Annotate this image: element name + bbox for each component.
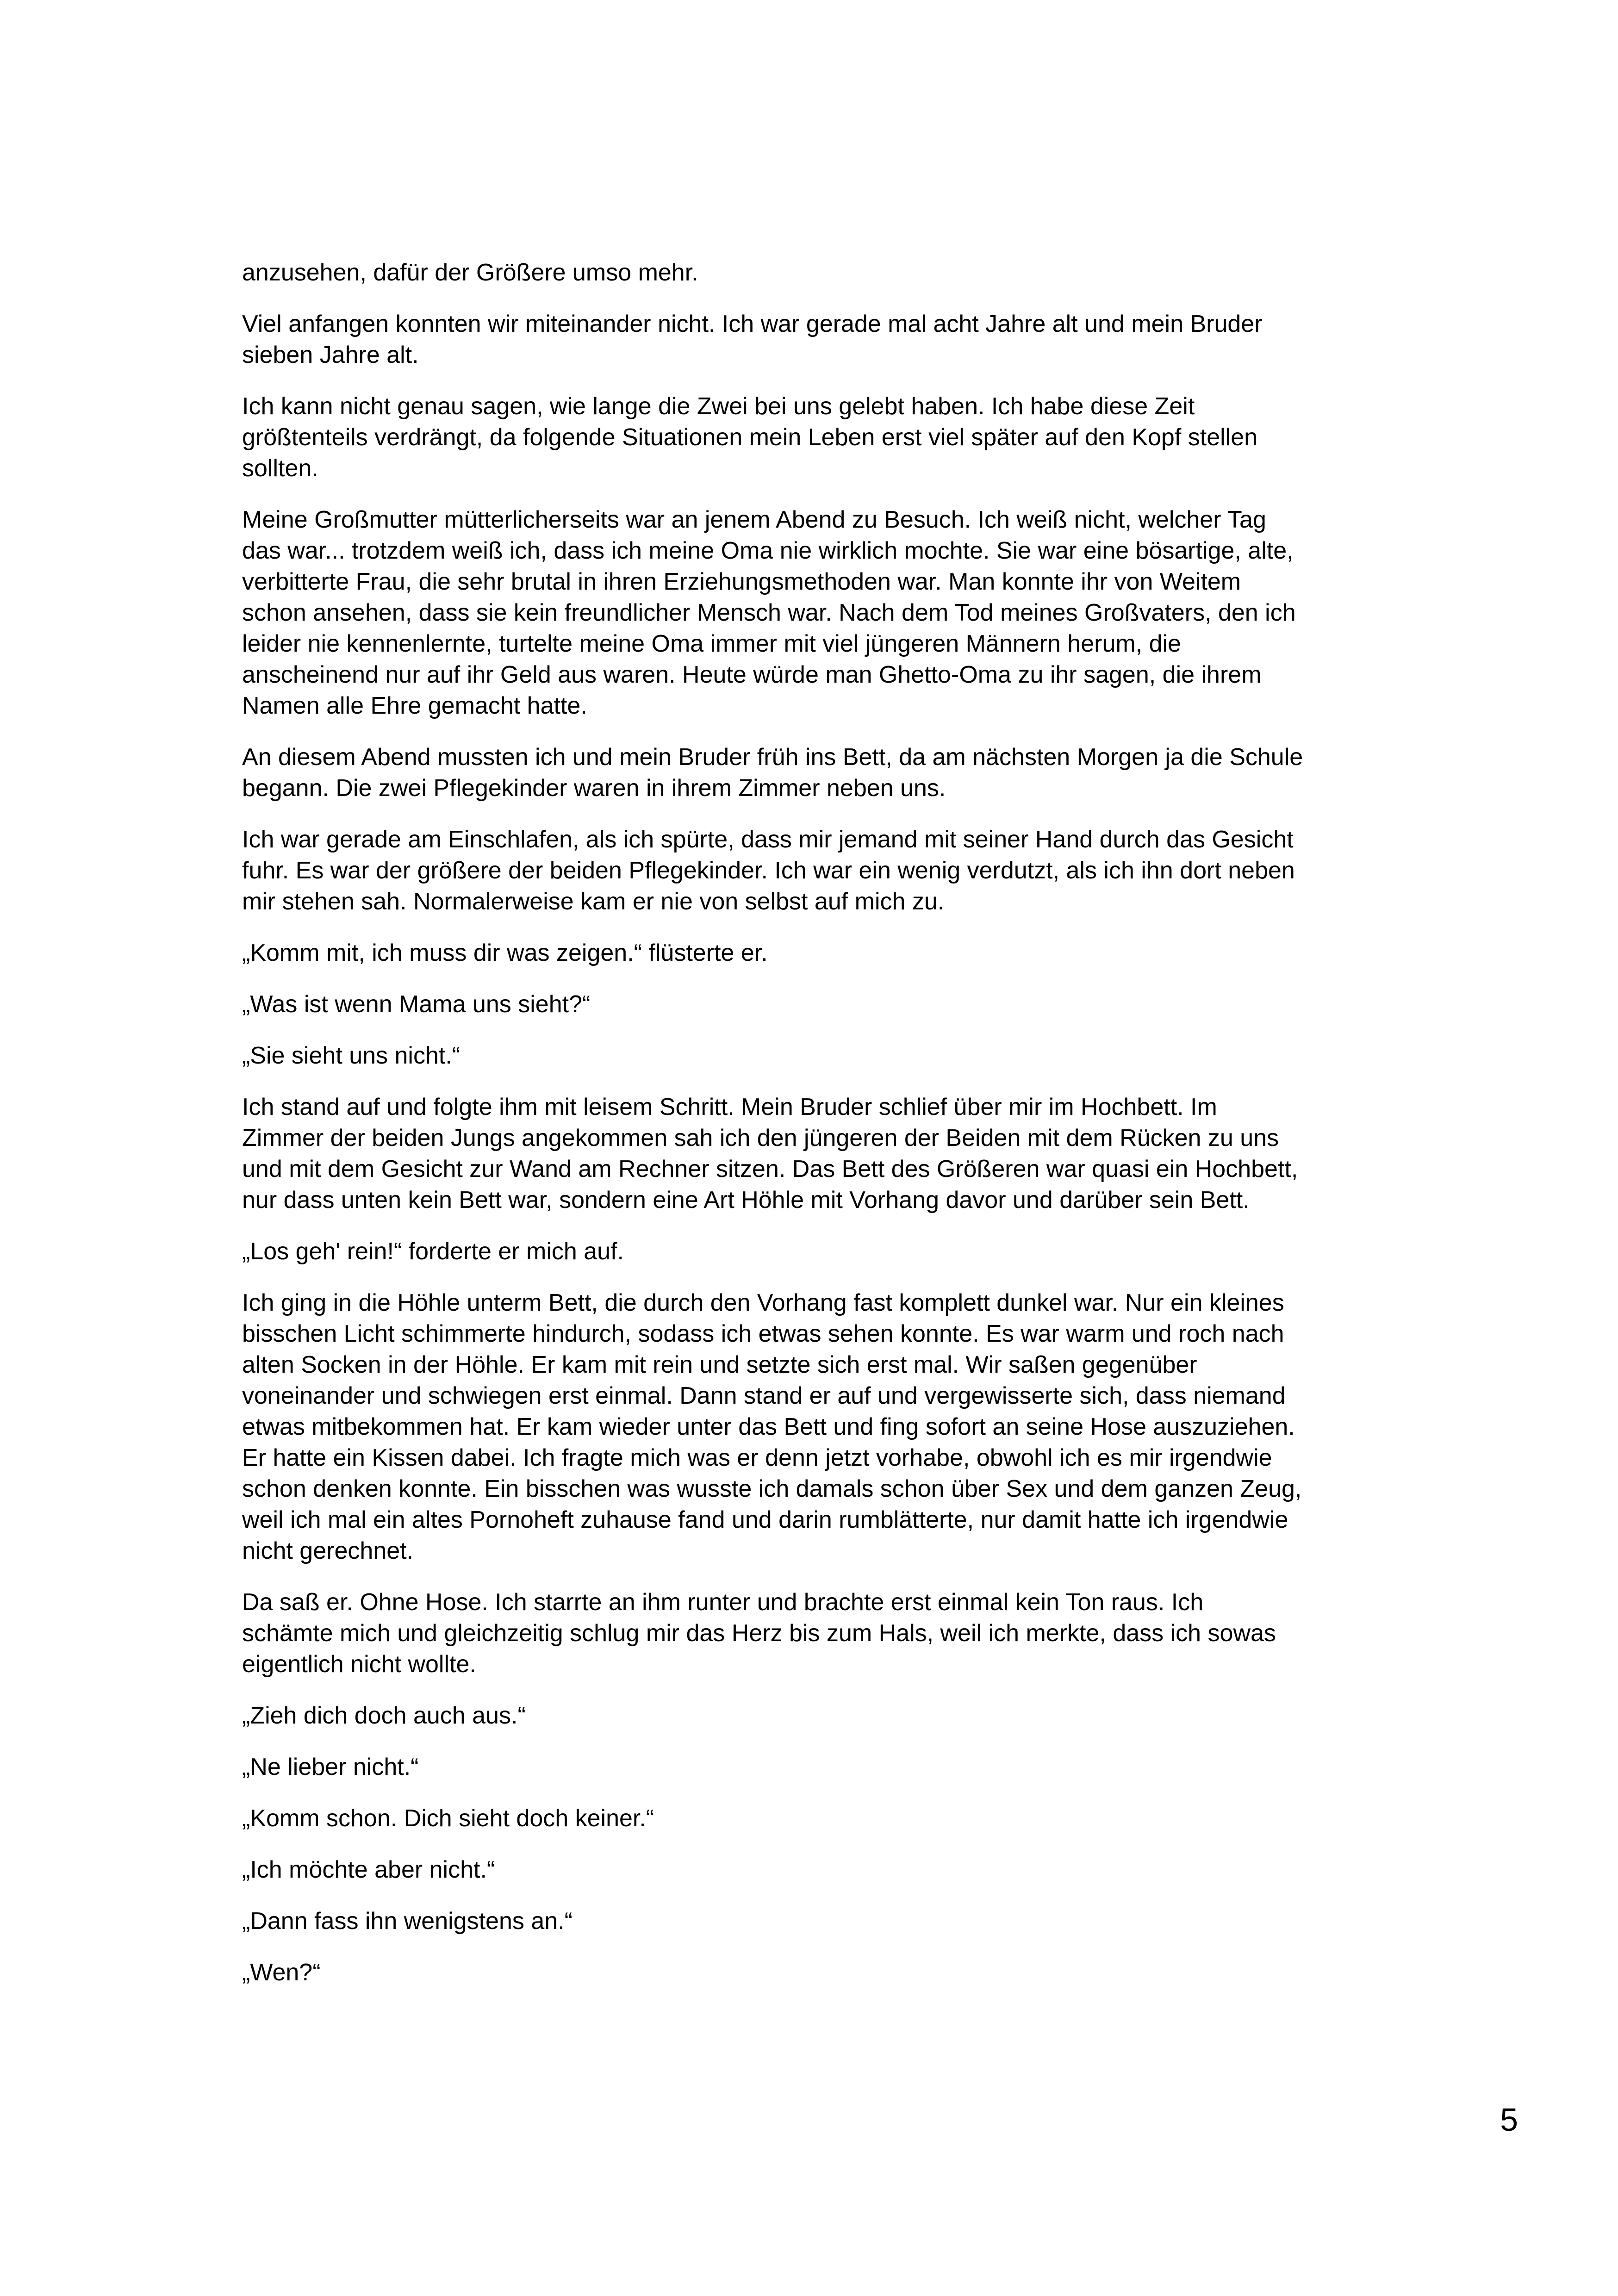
paragraph: „Sie sieht uns nicht.“ bbox=[242, 1042, 461, 1069]
paragraph: Ich kann nicht genau sagen, wie lange die Zwei bei uns gelebt haben. Ich habe diese Zeit größtenteils verdrängt, da folgende Situationen mein Leben erst viel später auf den Kopf stellen sollten. bbox=[242, 393, 1258, 482]
paragraph: „Los geh' rein!“ forderte er mich auf. bbox=[242, 1238, 624, 1265]
paragraph: „Ne lieber nicht.“ bbox=[242, 1754, 419, 1780]
paragraph: „Komm mit, ich muss dir was zeigen.“ flüsterte er. bbox=[242, 940, 768, 966]
paragraph: „Komm schon. Dich sieht doch keiner.“ bbox=[242, 1805, 654, 1832]
paragraph: Da saß er. Ohne Hose. Ich starrte an ihm runter und brachte erst einmal kein Ton raus. Ich schämte mich und gleichzeitig schlug mir das Herz bis zum Hals, weil ich merkte, dass ich sowas eigentlich nicht wollte. bbox=[242, 1589, 1276, 1678]
paragraph: „Ich möchte aber nicht.“ bbox=[242, 1856, 495, 1883]
paragraph: Ich ging in die Höhle unterm Bett, die durch den Vorhang fast komplett dunkel war. Nur ein kleines bisschen Licht schimmerte hindurch, sodass ich etwas sehen konnte. Es war warm und roch nach alten Socken in der Höhle. Er kam mit rein und setzte sich erst mal. Wir saßen gegenüber voneinander und schwiegen erst einmal. Dann stand er auf und vergewisserte sich, dass niemand etwas mitbekommen hat. Er kam wieder unter das Bett und fing sofort an seine Hose auszuziehen. Er hatte ein Kissen dabei. Ich fragte mich was er denn jetzt vorhabe, obwohl ich es mir irgendwie schon denken konnte. Ein bisschen was wusste ich damals schon über Sex und dem ganzen Zeug, weil ich mal ein altes Pornoheft zuhause fand und darin rumblätterte, nur damit hatte ich irgendwie nicht gerechnet. bbox=[242, 1289, 1302, 1564]
paragraph: Meine Großmutter mütterlicherseits war an jenem Abend zu Besuch. Ich weiß nicht, welcher Tag das war... trotzdem weiß ich, dass ich meine Oma nie wirklich mochte. Sie war eine bösartige, alte, verbitterte Frau, die sehr brutal in ihren Erziehungsmethoden war. Man konnte ihr von Weitem schon ansehen, dass sie kein freundlicher Mensch war. Nach dem Tod meines Großvaters, den ich leider nie kennenlernte, turtelte meine Oma immer mit viel jüngeren Männern herum, die anscheinend nur auf ihr Geld aus waren. Heute würde man Ghetto-Oma zu ihr sagen, die ihrem Namen alle Ehre gemacht hatte. bbox=[242, 506, 1296, 719]
page-body bbox=[242, 257, 1385, 2009]
paragraph: Ich war gerade am Einschlafen, als ich spürte, dass mir jemand mit seiner Hand durch das Gesicht fuhr. Es war der größere der beiden Pflegekinder. Ich war ein wenig verdutzt, als ich ihn dort neben mir stehen sah. Normalerweise kam er nie von selbst auf mich zu. bbox=[242, 826, 1295, 915]
paragraph: „Zieh dich doch auch aus.“ bbox=[242, 1702, 526, 1729]
paragraph: Ich stand auf und folgte ihm mit leisem Schritt. Mein Bruder schlief über mir im Hochbett. Im Zimmer der beiden Jungs angekommen sah ich den jüngeren der Beiden mit dem Rücken zu uns und mit dem Gesicht zur Wand am Rechner sitzen. Das Bett des Größeren war quasi ein Hochbett, nur dass unten kein Bett war, sondern eine Art Höhle mit Vorhang davor und darüber sein Bett. bbox=[242, 1094, 1298, 1213]
paragraph: „Dann fass ihn wenigstens an.“ bbox=[242, 1908, 573, 1935]
paragraph: Viel anfangen konnten wir miteinander nicht. Ich war gerade mal acht Jahre alt und mein Bruder sieben Jahre alt. bbox=[242, 311, 1263, 368]
page-number: 5 bbox=[1500, 2102, 1518, 2138]
paragraph: anzusehen, dafür der Größere umso mehr. bbox=[242, 259, 698, 286]
paragraph: „Was ist wenn Mama uns sieht?“ bbox=[242, 991, 591, 1018]
paragraph: „Wen?“ bbox=[242, 1959, 321, 1986]
paragraph: An diesem Abend mussten ich und mein Bruder früh ins Bett, da am nächsten Morgen ja die Schule begann. Die zwei Pflegekinder waren in ihrem Zimmer neben uns. bbox=[242, 744, 1303, 802]
